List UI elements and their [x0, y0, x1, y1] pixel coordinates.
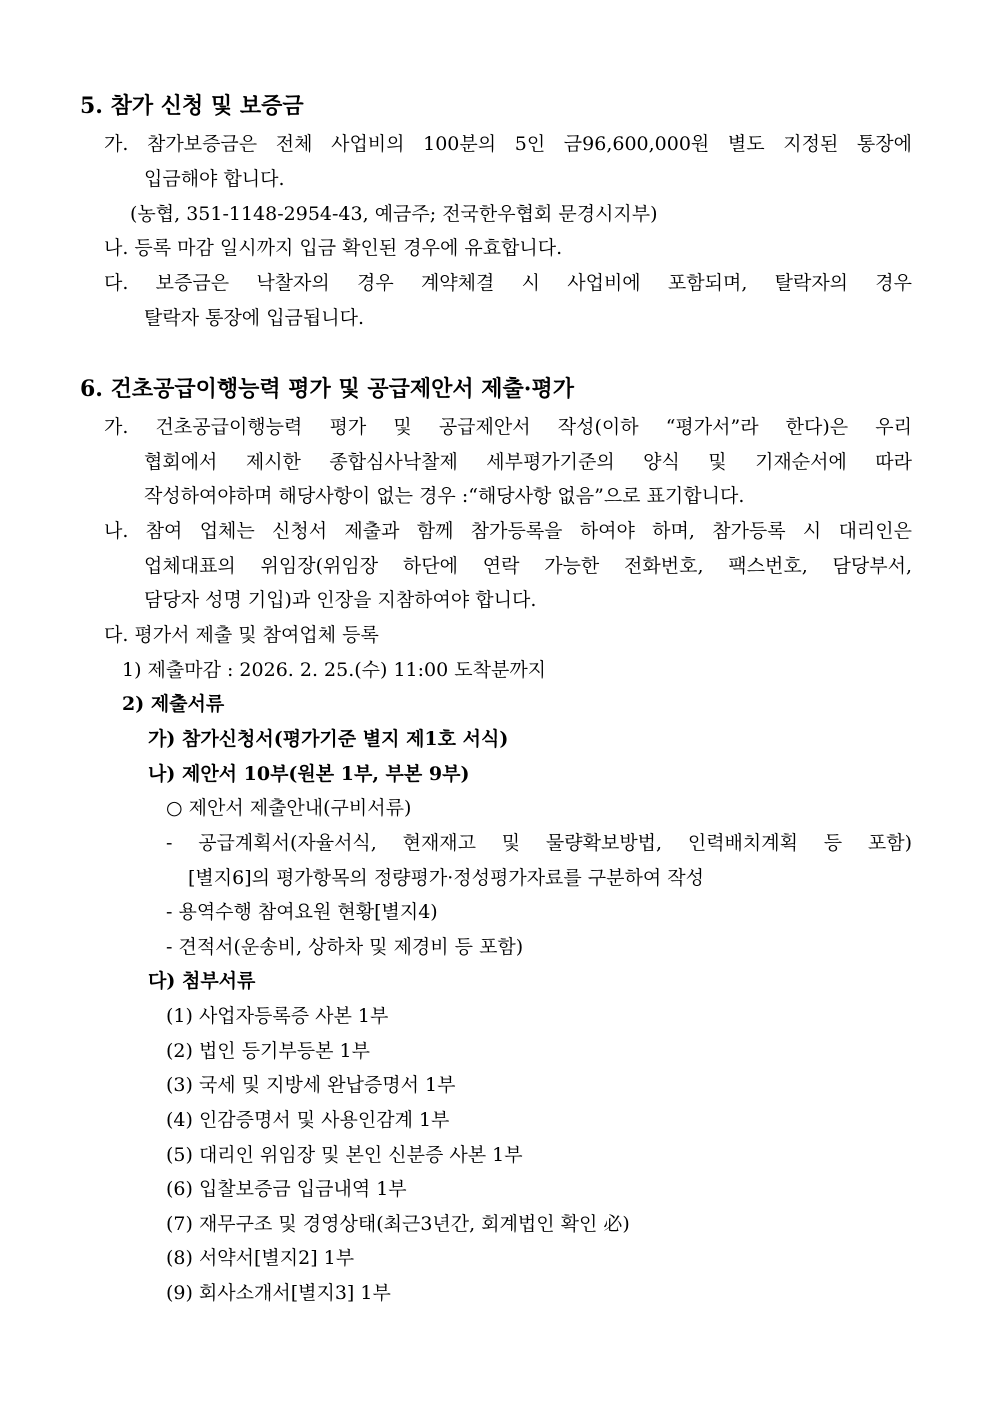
section6-item-na-line2: 업체대표의 위임장(위임장 하단에 연락 가능한 전화번호, 팩스번호, 담당부서,	[144, 555, 912, 577]
supply-plan-line2: [별지6]의 평가항목의 정량평가·정성평가자료를 구분하여 작성	[188, 867, 704, 889]
section6-heading: 6. 건초공급이행능력 평가 및 공급제안서 제출·평가	[80, 376, 574, 402]
submission-deadline: 1) 제출마감 : 2026. 2. 25.(수) 11:00 도착분까지	[122, 659, 547, 681]
attachment-item: (7) 재무구조 및 경영상태(최근3년간, 회계법인 확인 必)	[166, 1213, 630, 1235]
documents-heading: 2) 제출서류	[122, 693, 225, 715]
attachment-item: (3) 국세 및 지방세 완납증명서 1부	[166, 1074, 456, 1096]
proposal-guide: ○ 제안서 제출안내(구비서류)	[166, 797, 412, 819]
attachment-item: (1) 사업자등록증 사본 1부	[166, 1005, 389, 1027]
section6-item-na-line3: 담당자 성명 기입)과 인장을 지참하여야 합니다.	[144, 589, 537, 611]
account-note: (농협, 351-1148-2954-43, 예금주; 전국한우협회 문경시지부)	[130, 203, 658, 225]
section5-heading: 5. 참가 신청 및 보증금	[80, 93, 304, 119]
attachment-item: (5) 대리인 위임장 및 본인 신분증 사본 1부	[166, 1144, 523, 1166]
attachment-item: (2) 법인 등기부등본 1부	[166, 1040, 370, 1062]
attachment-item: (9) 회사소개서[별지3] 1부	[166, 1282, 391, 1304]
section5-item-da-line1: 다. 보증금은 낙찰자의 경우 계약체결 시 사업비에 포함되며, 탈락자의 경우	[104, 272, 912, 294]
section5-item-ga-line1: 가. 참가보증금은 전체 사업비의 100분의 5인 금96,600,000원 별도 지정된 통장에	[104, 133, 912, 155]
estimate: - 견적서(운송비, 상하차 및 제경비 등 포함)	[166, 936, 524, 958]
doc-na: 나) 제안서 10부(원본 1부, 부본 9부)	[148, 763, 470, 785]
attachment-item: (8) 서약서[별지2] 1부	[166, 1247, 355, 1269]
doc-da: 다) 첨부서류	[148, 970, 256, 992]
supply-plan-line1: - 공급계획서(자율서식, 현재재고 및 물량확보방법, 인력배치계획 등 포함)	[166, 832, 912, 854]
section5-item-ga-line2: 입금해야 합니다.	[144, 168, 285, 190]
doc-ga: 가) 참가신청서(평가기준 별지 제1호 서식)	[148, 728, 509, 750]
section6-item-ga-line2: 협회에서 제시한 종합심사낙찰제 세부평가기준의 양식 및 기재순서에 따라	[144, 451, 912, 473]
section5-item-da-line2: 탈락자 통장에 입금됩니다.	[144, 307, 365, 329]
section5-item-na: 나. 등록 마감 일시까지 입금 확인된 경우에 유효합니다.	[104, 237, 563, 259]
section6-item-ga-line1: 가. 건초공급이행능력 평가 및 공급제안서 작성(이하 “평가서”라 한다)은 우리	[104, 416, 912, 438]
staff-status: - 용역수행 참여요원 현황[별지4)	[166, 901, 438, 923]
section6-item-ga-line3: 작성하여야하며 해당사항이 없는 경우 :“해당사항 없음”으로 표기합니다.	[144, 485, 745, 507]
section6-item-na-line1: 나. 참여 업체는 신청서 제출과 함께 참가등록을 하여야 하며, 참가등록 시 대리인은	[104, 520, 912, 542]
section6-item-da: 다. 평가서 제출 및 참여업체 등록	[104, 624, 379, 646]
attachment-item: (4) 인감증명서 및 사용인감계 1부	[166, 1109, 450, 1131]
attachment-item: (6) 입찰보증금 입금내역 1부	[166, 1178, 407, 1200]
